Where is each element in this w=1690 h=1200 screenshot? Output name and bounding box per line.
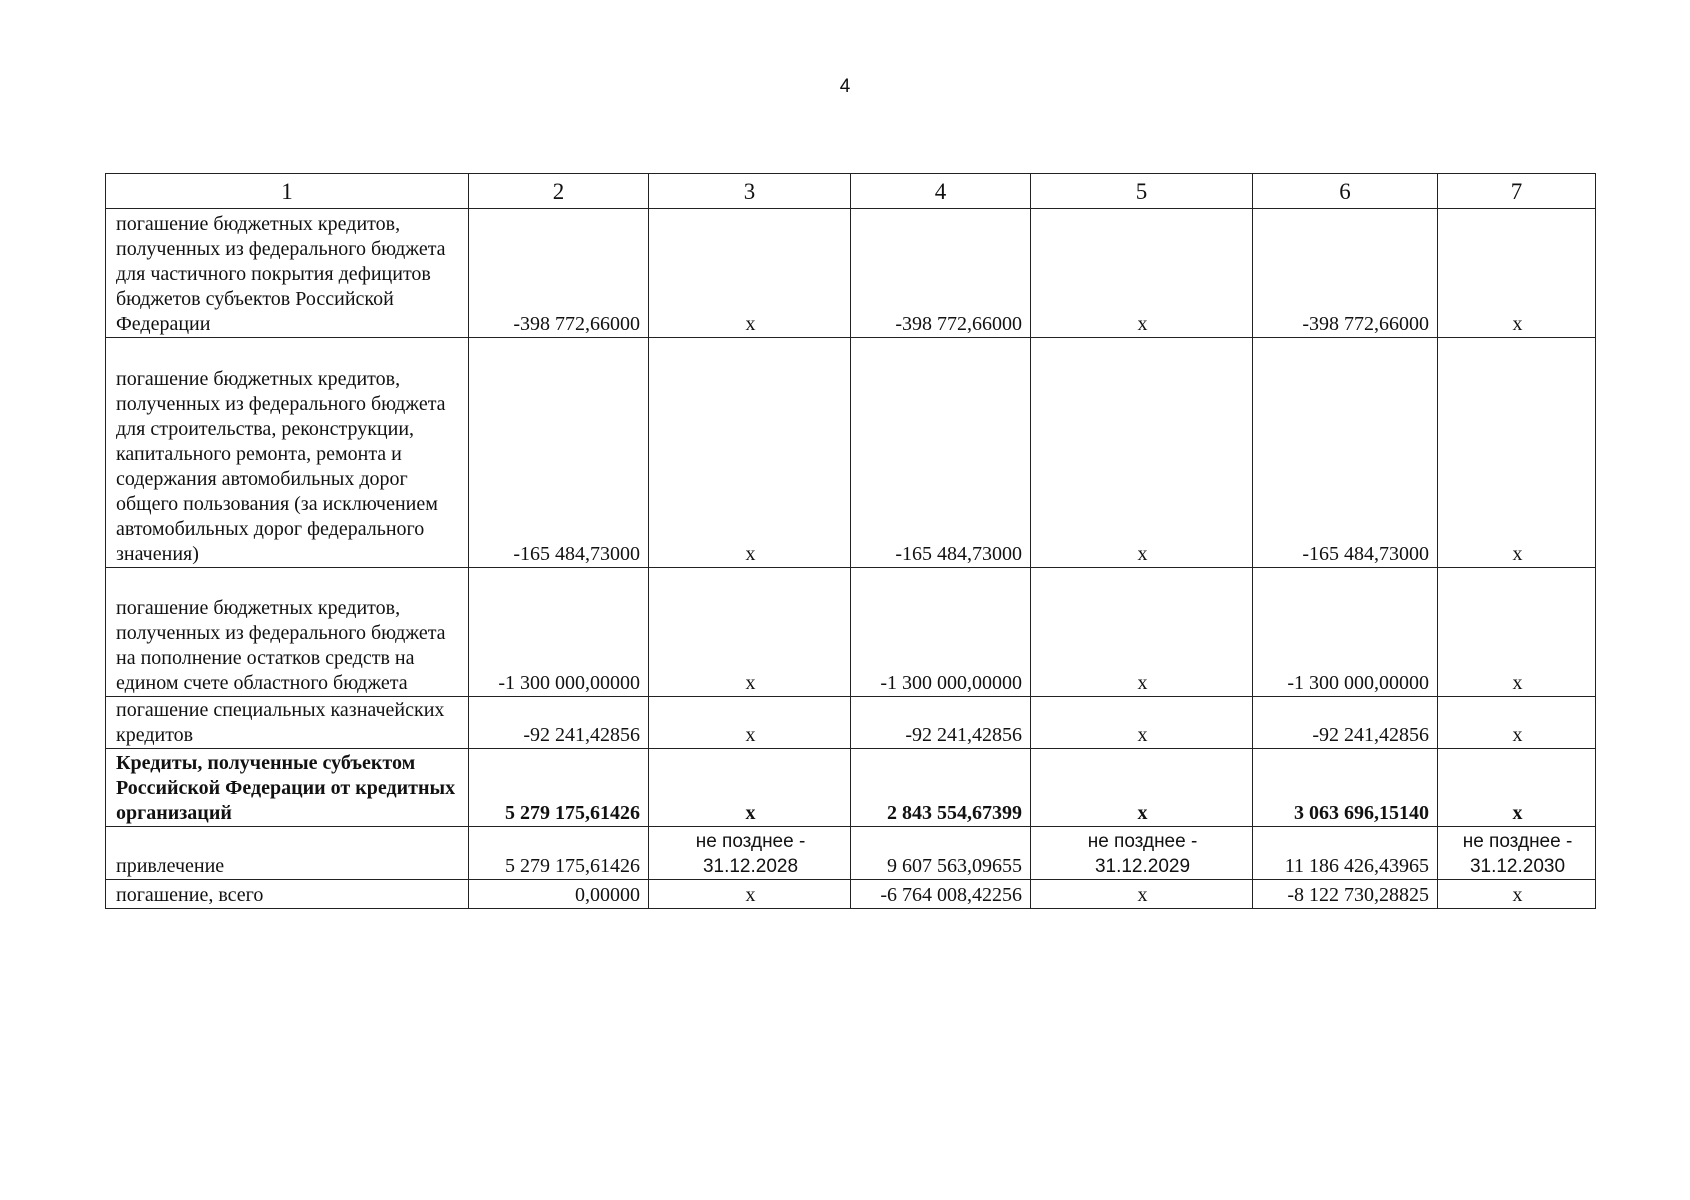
value-cell: 11 186 426,43965: [1253, 827, 1438, 880]
page-number: 4: [839, 76, 851, 97]
term-cell: x: [649, 209, 851, 338]
table-row: [106, 697, 1596, 749]
term-cell: x: [1031, 697, 1253, 749]
value-cell: 5 279 175,61426: [469, 827, 649, 880]
row-label: погашение, всего: [106, 880, 469, 909]
row-label: погашение специальных казначейских кредитов: [106, 697, 469, 749]
value-cell: -398 772,66000: [469, 209, 649, 338]
term-cell: x: [1438, 697, 1596, 749]
term-cell: не позднее - 31.12.2029: [1031, 827, 1253, 880]
column-header-5: 5: [1031, 174, 1253, 209]
column-header-2: 2: [469, 174, 649, 209]
row-label: привлечение: [106, 827, 469, 880]
value-cell: 9 607 563,09655: [851, 827, 1031, 880]
value-cell: -92 241,42856: [469, 697, 649, 749]
term-cell: не позднее - 31.12.2028: [649, 827, 851, 880]
value-cell: -165 484,73000: [851, 338, 1031, 568]
table-row: [106, 880, 1596, 909]
value-cell: 5 279 175,61426: [469, 749, 649, 827]
value-cell: -1 300 000,00000: [1253, 568, 1438, 697]
term-cell: не позднее - 31.12.2030: [1438, 827, 1596, 880]
term-cell: x: [1438, 209, 1596, 338]
value-cell: -165 484,73000: [1253, 338, 1438, 568]
column-header-1: 1: [106, 174, 469, 209]
value-cell: -6 764 008,42256: [851, 880, 1031, 909]
term-cell: x: [1031, 749, 1253, 827]
table-row-subtotal: [106, 749, 1596, 827]
term-cell: x: [1031, 209, 1253, 338]
term-cell: x: [1031, 338, 1253, 568]
value-cell: -1 300 000,00000: [469, 568, 649, 697]
column-header-7: 7: [1438, 174, 1596, 209]
term-cell: x: [649, 568, 851, 697]
value-cell: 3 063 696,15140: [1253, 749, 1438, 827]
table-row: [106, 827, 1596, 880]
row-label: погашение бюджетных кредитов, полученных из федерального бюджета для строительства, реконструкции, капитального ремонта, ремонта и содержания автомобильных дорог общего пользования (за исключением автомобильных дорог федерального значения): [106, 338, 469, 568]
value-cell: 2 843 554,67399: [851, 749, 1031, 827]
term-cell: x: [649, 749, 851, 827]
row-label: погашение бюджетных кредитов, полученных из федерального бюджета на пополнение остатков средств на едином счете областного бюджета: [106, 568, 469, 697]
term-cell: x: [1438, 880, 1596, 909]
term-cell: x: [649, 697, 851, 749]
term-cell: x: [1438, 749, 1596, 827]
header-row: [106, 174, 1596, 209]
term-cell: x: [1031, 568, 1253, 697]
column-header-3: 3: [649, 174, 851, 209]
column-header-6: 6: [1253, 174, 1438, 209]
value-cell: -165 484,73000: [469, 338, 649, 568]
value-cell: -1 300 000,00000: [851, 568, 1031, 697]
table-row: [106, 209, 1596, 338]
row-label: погашение бюджетных кредитов, полученных из федерального бюджета для частичного покрытия дефицитов бюджетов субъектов Российской Федерации: [106, 209, 469, 338]
value-cell: 0,00000: [469, 880, 649, 909]
table-row: [106, 568, 1596, 697]
column-header-4: 4: [851, 174, 1031, 209]
budget-table: [105, 173, 1596, 909]
value-cell: -398 772,66000: [851, 209, 1031, 338]
term-cell: x: [1438, 568, 1596, 697]
row-label: Кредиты, полученные субъектом Российской Федерации от кредитных организаций: [106, 749, 469, 827]
value-cell: -398 772,66000: [1253, 209, 1438, 338]
value-cell: -8 122 730,28825: [1253, 880, 1438, 909]
value-cell: -92 241,42856: [1253, 697, 1438, 749]
term-cell: x: [1438, 338, 1596, 568]
term-cell: x: [649, 880, 851, 909]
table-row: [106, 338, 1596, 568]
value-cell: -92 241,42856: [851, 697, 1031, 749]
term-cell: x: [649, 338, 851, 568]
term-cell: x: [1031, 880, 1253, 909]
